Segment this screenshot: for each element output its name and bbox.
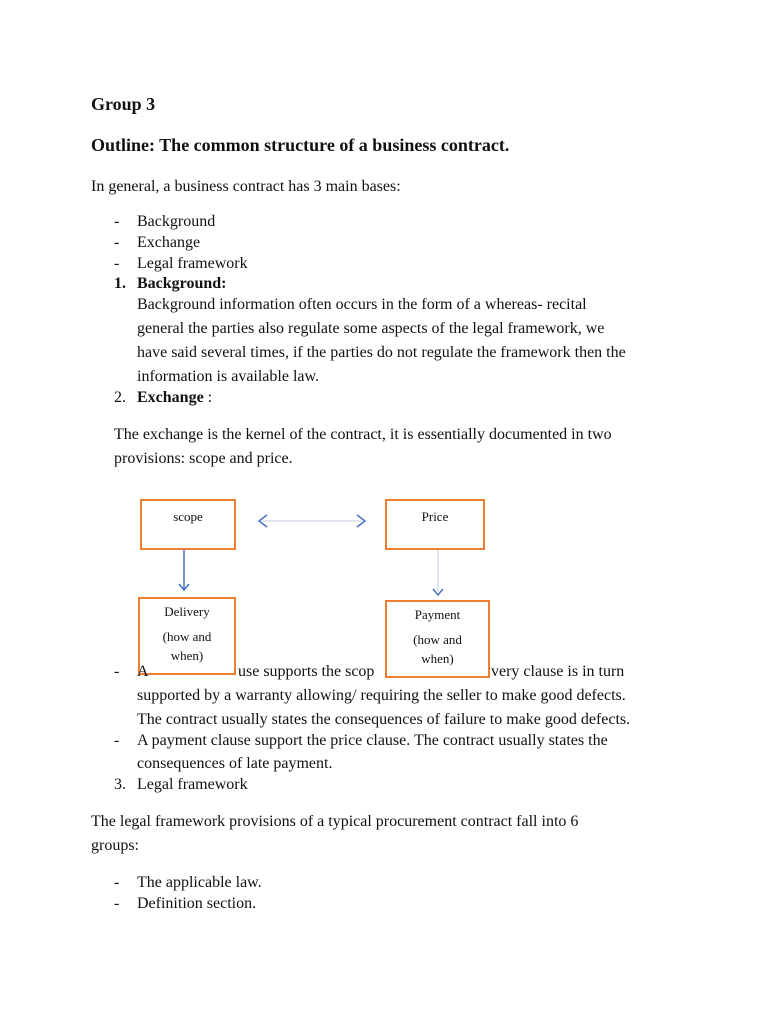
payment-sub-label: when): [421, 651, 454, 666]
exchange-paragraph-line: provisions: scope and price.: [114, 450, 293, 467]
payment-label: Payment: [414, 607, 461, 622]
section-1-line: have said several times, if the parties do not regulate the framework then the: [137, 344, 626, 361]
delivery-label: Delivery: [164, 604, 210, 619]
price-box: [385, 499, 485, 550]
list-item-legal-framework: Legal framework: [137, 255, 248, 272]
bullet-dash: -: [114, 663, 120, 680]
legal-group-item: Definition section.: [137, 895, 257, 912]
section-1-line: general the parties also regulate some aspects of the legal framework, we: [137, 320, 605, 337]
scope-box: [140, 499, 236, 550]
legal-intro-line: groups:: [91, 837, 139, 854]
legal-group-item: The applicable law.: [137, 874, 262, 891]
delivery-sub-label: when): [170, 648, 204, 663]
delivery-clause-fragment: A: [137, 663, 149, 680]
legal-intro-line: The legal framework provisions of a typical procurement contract fall into 6: [91, 813, 579, 830]
payment-clause-line: A payment clause support the price clause. The contract usually states the: [137, 732, 608, 749]
section-2-number: 2.: [114, 389, 126, 406]
bullet-dash: -: [114, 895, 120, 912]
section-1-line: Background information often occurs in the form of a whereas- recital: [137, 296, 587, 313]
section-1-heading: Background:: [137, 275, 227, 292]
group-title: Group 3: [91, 94, 156, 114]
section-2-heading: Exchange: [137, 389, 204, 406]
outline-title: Outline: The common structure of a business contract.: [91, 135, 510, 155]
bullet-dash: -: [114, 732, 120, 749]
price-label: Price: [421, 509, 449, 524]
delivery-clause-fragment: use supports the scop: [238, 663, 375, 680]
delivery-clause-line: The contract usually states the consequences of failure to make good defects.: [137, 711, 631, 728]
bullet-dash: -: [114, 874, 120, 891]
exchange-paragraph-line: The exchange is the kernel of the contract, it is essentially documented in two: [114, 426, 612, 443]
payment-clause-line: consequences of late payment.: [137, 755, 333, 772]
delivery-clause-line: supported by a warranty allowing/ requiring the seller to make good defects.: [137, 687, 626, 704]
delivery-box: [138, 597, 236, 675]
list-item-exchange: Exchange: [137, 234, 201, 251]
bullet-dash: -: [114, 255, 120, 272]
section-1-line: information is available law.: [137, 368, 320, 385]
payment-sub-label: (how and: [413, 632, 462, 647]
bullet-dash: -: [114, 234, 120, 251]
section-2-heading-suffix: :: [203, 389, 213, 406]
section-1-number: 1.: [114, 275, 126, 292]
delivery-clause-fragment: very clause is in turn: [491, 663, 625, 680]
intro-text: In general, a business contract has 3 main bases:: [91, 178, 401, 195]
scope-label: scope: [173, 509, 203, 524]
list-item-background: Background: [137, 213, 216, 230]
bullet-dash: -: [114, 213, 120, 230]
payment-box: [385, 600, 490, 678]
section-3-number: 3.: [114, 776, 126, 793]
section-3-heading: Legal framework: [137, 776, 248, 793]
delivery-sub-label: (how and: [162, 629, 212, 644]
